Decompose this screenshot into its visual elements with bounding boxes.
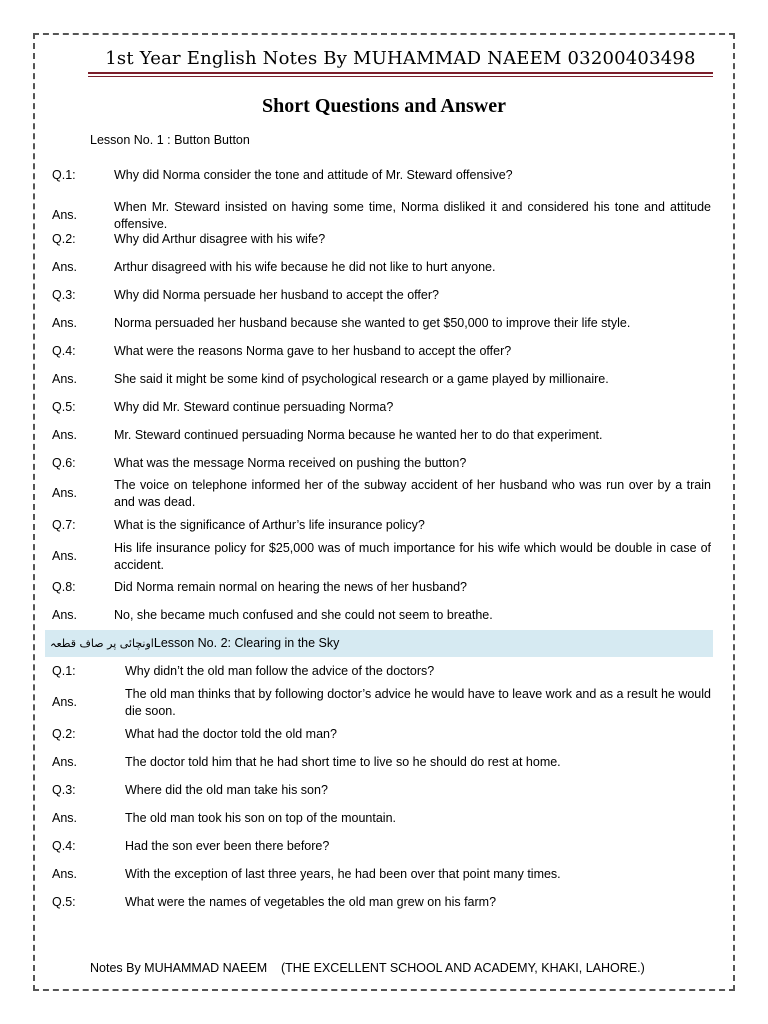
answer-tag: Ans. bbox=[52, 608, 78, 622]
question-tag: Q.2: bbox=[52, 232, 76, 246]
answer-tag: Ans. bbox=[52, 260, 78, 274]
page-header-title: 1st Year English Notes By MUHAMMAD NAEEM 03200403498 bbox=[105, 48, 696, 69]
question-tag: Q.6: bbox=[52, 456, 76, 470]
question-tag: Q.4: bbox=[52, 344, 76, 358]
answer-tag: Ans. bbox=[52, 811, 78, 825]
question-tag: Q.8: bbox=[52, 580, 76, 594]
answer-tag: Ans. bbox=[52, 428, 78, 442]
answer-text: The doctor told him that he had short time to live so he should do rest at home. bbox=[125, 755, 561, 769]
question-tag: Q.3: bbox=[52, 288, 76, 302]
lesson-2-heading-bar bbox=[45, 630, 713, 657]
question-text: Why did Arthur disagree with his wife? bbox=[114, 232, 326, 246]
question-tag: Q.2: bbox=[52, 727, 76, 741]
answer-tag: Ans. bbox=[52, 316, 78, 330]
answer-text: The old man took his son on top of the mountain. bbox=[125, 811, 397, 825]
answer-tag: Ans. bbox=[52, 486, 78, 500]
answer-tag: Ans. bbox=[52, 755, 78, 769]
answer-tag: Ans. bbox=[52, 208, 78, 222]
question-text: Did Norma remain normal on hearing the news of her husband? bbox=[114, 580, 467, 594]
question-tag: Q.7: bbox=[52, 518, 76, 532]
answer-tag: Ans. bbox=[52, 867, 78, 881]
question-tag: Q.1: bbox=[52, 664, 76, 678]
question-text: Why didn’t the old man follow the advice of the doctors? bbox=[125, 664, 435, 678]
answer-text: Mr. Steward continued persuading Norma because he wanted her to do that experiment. bbox=[114, 428, 603, 442]
answer-text: She said it might be some kind of psychological research or a game played by millionaire. bbox=[114, 372, 609, 386]
section-title: Short Questions and Answer bbox=[262, 95, 506, 117]
lesson-2-heading-urdu: اونچائی پر صاف قطعہ bbox=[50, 637, 154, 650]
answer-tag: Ans. bbox=[52, 549, 78, 563]
header-rule bbox=[88, 72, 713, 74]
question-text: Why did Mr. Steward continue persuading Norma? bbox=[114, 400, 394, 414]
question-text: What was the message Norma received on pushing the button? bbox=[114, 456, 467, 470]
question-text: What is the significance of Arthur’s life insurance policy? bbox=[114, 518, 425, 532]
question-tag: Q.4: bbox=[52, 839, 76, 853]
question-text: Why did Norma persuade her husband to accept the offer? bbox=[114, 288, 439, 302]
lesson-2-heading: Lesson No. 2: Clearing in the Sky bbox=[153, 636, 340, 650]
answer-text: The voice on telephone informed her of the subway accident of her husband who was run over by a train and was dead. bbox=[114, 478, 711, 509]
answer-text: His life insurance policy for $25,000 was of much importance for his wife which would be double in case of accident. bbox=[114, 541, 711, 572]
question-tag: Q.5: bbox=[52, 895, 76, 909]
header-rule-thin bbox=[88, 76, 713, 77]
question-tag: Q.3: bbox=[52, 783, 76, 797]
question-text: What were the names of vegetables the old man grew on his farm? bbox=[125, 895, 497, 909]
answer-text: With the exception of last three years, he had been over that point many times. bbox=[125, 867, 561, 881]
question-text: Had the son ever been there before? bbox=[125, 839, 330, 853]
question-text: Where did the old man take his son? bbox=[125, 783, 328, 797]
answer-text: The old man thinks that by following doctor’s advice he would have to leave work and as a result he would die soon. bbox=[125, 687, 711, 718]
question-tag: Q.1: bbox=[52, 168, 76, 182]
answer-text: No, she became much confused and she could not seem to breathe. bbox=[114, 608, 493, 622]
answer-tag: Ans. bbox=[52, 372, 78, 386]
question-text: What were the reasons Norma gave to her husband to accept the offer? bbox=[114, 344, 512, 358]
question-text: What had the doctor told the old man? bbox=[125, 727, 337, 741]
answer-text: Arthur disagreed with his wife because he did not like to hurt anyone. bbox=[114, 260, 496, 274]
answer-tag: Ans. bbox=[52, 695, 78, 709]
answer-text: When Mr. Steward insisted on having some time, Norma disliked it and considered his tone and attitude offensive. bbox=[114, 200, 711, 231]
answer-text: Norma persuaded her husband because she wanted to get $50,000 to improve their life style. bbox=[114, 316, 631, 330]
question-tag: Q.5: bbox=[52, 400, 76, 414]
question-text: Why did Norma consider the tone and attitude of Mr. Steward offensive? bbox=[114, 168, 513, 182]
lesson-1-heading: Lesson No. 1 : Button Button bbox=[90, 133, 250, 147]
page-footer: Notes By MUHAMMAD NAEEM (THE EXCELLENT SCHOOL AND ACADEMY, KHAKI, LAHORE.) bbox=[90, 961, 645, 975]
